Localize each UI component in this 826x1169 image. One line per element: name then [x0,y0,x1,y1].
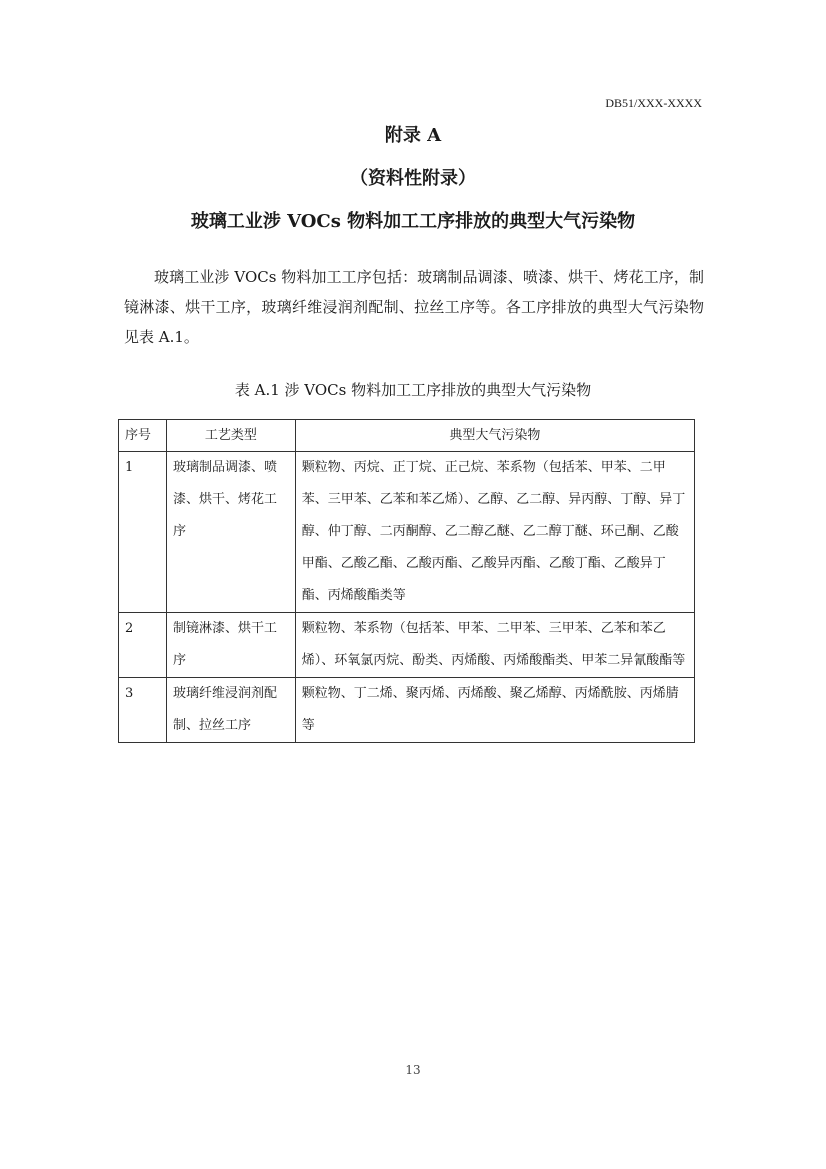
header-process: 工艺类型 [166,420,295,452]
appendix-name: 玻璃工业涉 VOCs 物料加工工序排放的典型大气污染物 [190,211,636,232]
body-paragraph: 玻璃工业涉 VOCs 物料加工工序包括：玻璃制品调漆、喷漆、烘干、烤花工序，制镜淋漆、烘干工序，玻璃纤维浸润剂配制、拉丝工序等。各工序排放的典型大气污染物见表 A.1。 [124,268,704,346]
appendix-title: 附录 A [384,125,442,146]
pollutant-table [118,419,695,743]
row-process: 制镜淋漆、烘干工序 [166,613,295,678]
header-no: 序号 [119,420,167,452]
table-caption: 表 A.1 涉 VOCs 物料加工工序排放的典型大气污染物 [234,381,592,399]
row-pollutants: 颗粒物、丙烷、正丁烷、正己烷、苯系物（包括苯、甲苯、二甲苯、三甲苯、乙苯和苯乙烯）、乙醇、乙二醇、异丙醇、丁醇、异丁醇、仲丁醇、二丙酮醇、乙二醇乙醚、乙二醇丁醚、环己酮、乙酸甲酯、乙酸乙酯、乙酸丙酯、乙酸异丙酯、乙酸丁酯、乙酸异丁酯、丙烯酸酯类等 [295,452,694,613]
page-number: 13 [405,1063,421,1077]
appendix-subtitle: （资料性附录） [350,168,476,189]
row-pollutants: 颗粒物、丁二烯、聚丙烯、丙烯酸、聚乙烯醇、丙烯酰胺、丙烯腈等 [295,678,694,743]
document-code: DB51/XXX-XXXX [605,96,702,110]
table-row [119,678,695,743]
table-header-row [119,420,695,452]
row-number: 2 [119,613,167,678]
header-pollutants: 典型大气污染物 [295,420,694,452]
table-row [119,613,695,678]
row-number: 3 [119,678,167,743]
row-pollutants: 颗粒物、苯系物（包括苯、甲苯、二甲苯、三甲苯、乙苯和苯乙烯）、环氧氯丙烷、酚类、丙烯酸、丙烯酸酯类、甲苯二异氰酸酯等 [295,613,694,678]
row-number: 1 [119,452,167,613]
row-process: 玻璃纤维浸润剂配制、拉丝工序 [166,678,295,743]
table-row [119,452,695,613]
row-process: 玻璃制品调漆、喷漆、烘干、烤花工序 [166,452,295,613]
